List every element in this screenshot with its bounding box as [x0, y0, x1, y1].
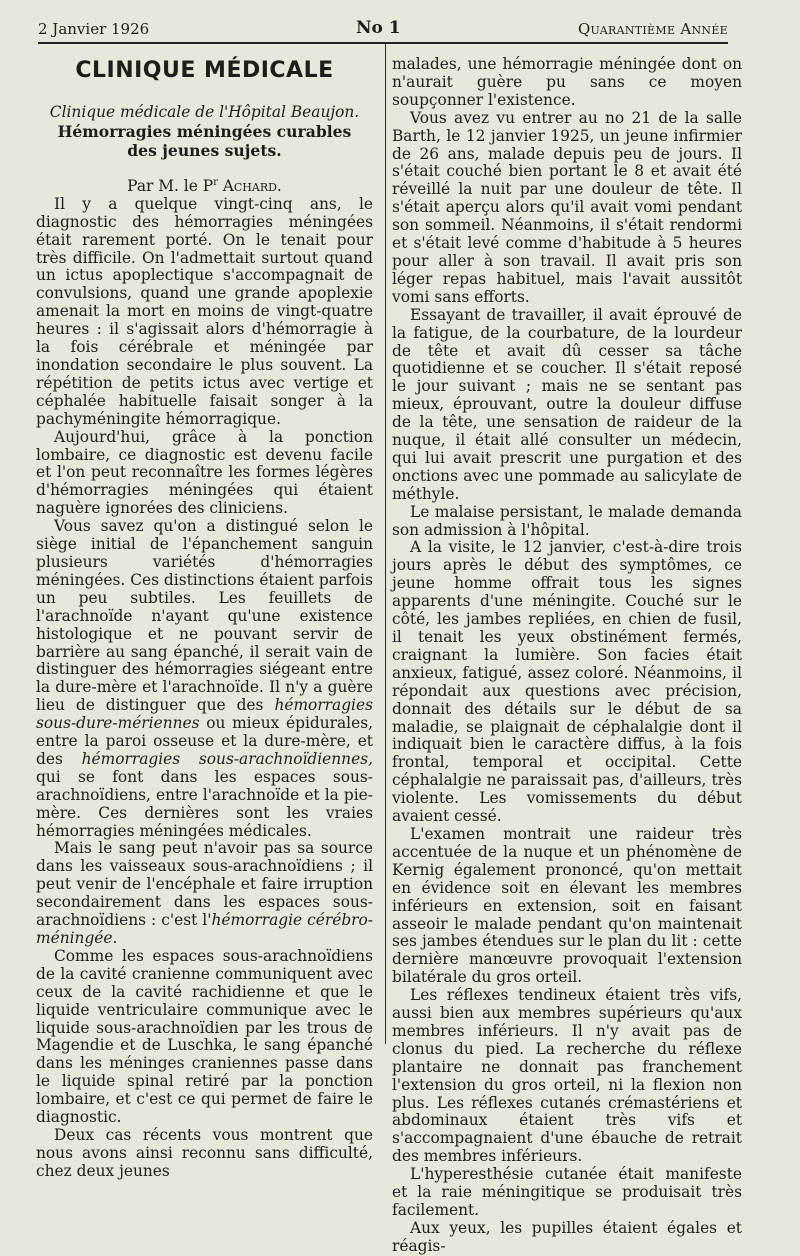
paragraph: Le malaise persistant, le malade demanda son admission à l'hôpital. [392, 502, 742, 539]
paragraph: Mais le sang peut n'avoir pas sa source dans les vaisseaux sous-arachnoïdiens ; il peut venir de l'encéphale et faire irruption secondairement dans les espaces sous-arachnoïdiens : c'est l'hémorragie cérébro-méningée. [36, 839, 374, 947]
paragraph: L'hyperesthésie cutanée était manifeste et la raie méningitique se produisait très facilement. [392, 1165, 742, 1219]
article-title [36, 122, 373, 160]
section-title: CLINIQUE MÉDICALE [75, 58, 334, 83]
paragraph: Il y a quelque vingt-cinq ans, le diagnostic des hémorragies méningées était rarement porté. On le tenait pour très difficile. On l'admettait surtout quand un ictus apoplectique s'accompagnait de convulsions, quand une grande apoplexie amenait la mort en moins de vingt-quatre heures : il s'agissait alors d'hémorragie à la fois cérébrale et méningée par inondation secondaire le plus souvent. La répétition de petits ictus avec vertige et céphalée habituelle faisait songer à la pachyméningite hémorragique. [36, 194, 373, 428]
publication-year: Quarantième Année [577, 20, 728, 38]
left-column [36, 56, 373, 1181]
paragraph: Comme les espaces sous-arachnoïdiens de la cavité cranienne communiquent avec ceux de la cavité rachidienne et que le liquide ventriculaire communique avec le liquide sous-arachnoïdien par les trous de Magendie et de Luschka, le sang épanché dans les méninges craniennes passe dans le liquide spinal retiré par la ponction lombaire, et c'est ce qui permet de faire le diagnostic. [36, 946, 373, 1127]
paragraph: Vous savez qu'on a distingué selon le siège initial de l'épanchement sanguin plusieurs variétés d'hémorragies méningées. Ces distinctions étaient parfois un peu subtiles. Les feuillets de l'arachnoïde n'ayant qu'une existence histologique et ne pouvant servir de barrière au sang épanché, il serait vain de distinguer des hémorragies siégeant entre la dure-mère et l'arachnoïde. Il n'y a guère lieu de distinguer que des hémorragies sous-dure-mériennes ou mieux épidurales, entre la paroi osseuse et la dure-mère, et des hémorragies sous-arachnoïdiennes, qui se font dans les espaces sous-arachnoïdiens, entre l'arachnoïde et la pie-mère. Ces dernières sont les vraies hémorragies méningées médicales. [36, 517, 373, 840]
paragraph: Les réflexes tendineux étaient très vifs, aussi bien aux membres supérieurs qu'aux membres inférieurs. Il n'y avait pas de clonus du pied. La recherche du réflexe plantaire ne donnait pas franchement l'extension du gros orteil, ni la flexion non plus. Les réflexes cutanés crémastériens et abdominaux étaient très vifs et s'accompagnaient d'une ébauche de retrait des membres inférieurs. [392, 986, 742, 1166]
article-subhead: Clinique médicale de l'Hôpital Beaujon. [49, 102, 360, 121]
article-byline: Par M. le $P^r$ Achard. [127, 176, 282, 195]
paragraph: Vous avez vu entrer au no 21 de la salle Barth, le 12 janvier 1925, un jeune infirmier de 26 ans, malade depuis peu de jours. Il s'était couché bien portant le 8 et avait été réveillé la nuit par une douleur de tête. Il s'était aperçu alors qu'il avait vomi pendant son sommeil. Néanmoins, il s'était rendormi et s'était levé comme d'habitude à 5 heures pour aller à son travail. Il avait pris son léger repas habituel, mais l'avait aussitôt vomi sans efforts. [392, 108, 742, 306]
paragraph: Aujourd'hui, grâce à la ponction lombaire, ce diagnostic est devenu facile et l'on peut reconnaître les formes légères d'hémorragies méningées qui étaient naguère ignorées des cliniciens. [36, 427, 373, 518]
article-title-line1: Hémorragies méningées curables [57, 121, 352, 141]
paragraph: Deux cas récents vous montrent que nous avons ainsi reconnu sans difficulté, chez deux jeunes [36, 1125, 373, 1180]
paragraph: Aux yeux, les pupilles étaient égales et réagis- [392, 1218, 742, 1255]
paragraph: A la visite, le 12 janvier, c'est-à-dire trois jours après le début des symptômes, ce jeune homme offrait tous les signes apparents d'une méningite. Couché sur le côté, les jambes repliées, en chien de fusil, il tenait les yeux obstinément fermés, craignant la lumière. Son facies était anxieux, fatigué, assez coloré. Néanmoins, il répondait aux questions avec précision, donnait des détails sur le début de sa maladie, se plaignait de céphalalgie dont il indiquait bien le caractère diffus, à la fois frontal, temporal et occipital. Cette céphalalgie ne paraissait pas, d'ailleurs, très violente. Les vomissements du début avaient cessé. [392, 538, 742, 826]
paragraph: L'examen montrait une raideur très accentuée de la nuque et un phénomène de Kernig également prononcé, qu'on mettait en évidence soit en élevant les membres inférieurs en extension, soit en faisant asseoir le malade pendant qu'on maintenait ses jambes étendues sur le plan du lit : cette dernière manœuvre provoquait l'extension bilatérale du gros orteil. [392, 824, 742, 987]
issue-number: No 1 [356, 18, 401, 38]
paragraph: Essayant de travailler, il avait éprouvé de la fatigue, de la courbature, de la lourdeur de tête et avait dû cesser sa tâche quotidienne et se coucher. Il s'était reposé le jour suivant ; mais ne se sentant pas mieux, éprouvant, outre la douleur diffuse de la tête, une sensation de raideur de la nuque, il était allé consulter un médecin, qui lui avait prescrit une purgation et des onctions avec une pommade au salicylate de méthyle. [392, 305, 742, 503]
article-title-line2: des jeunes sujets. [127, 140, 282, 160]
issue-date: 2 Janvier 1926 [38, 20, 150, 38]
page-header [38, 14, 728, 44]
column-divider [385, 44, 386, 1044]
right-column [392, 56, 742, 1256]
paragraph: malades, une hémorragie méningée dont on n'aurait guère pu sans ce moyen soupçonner l'existence. [392, 55, 742, 109]
